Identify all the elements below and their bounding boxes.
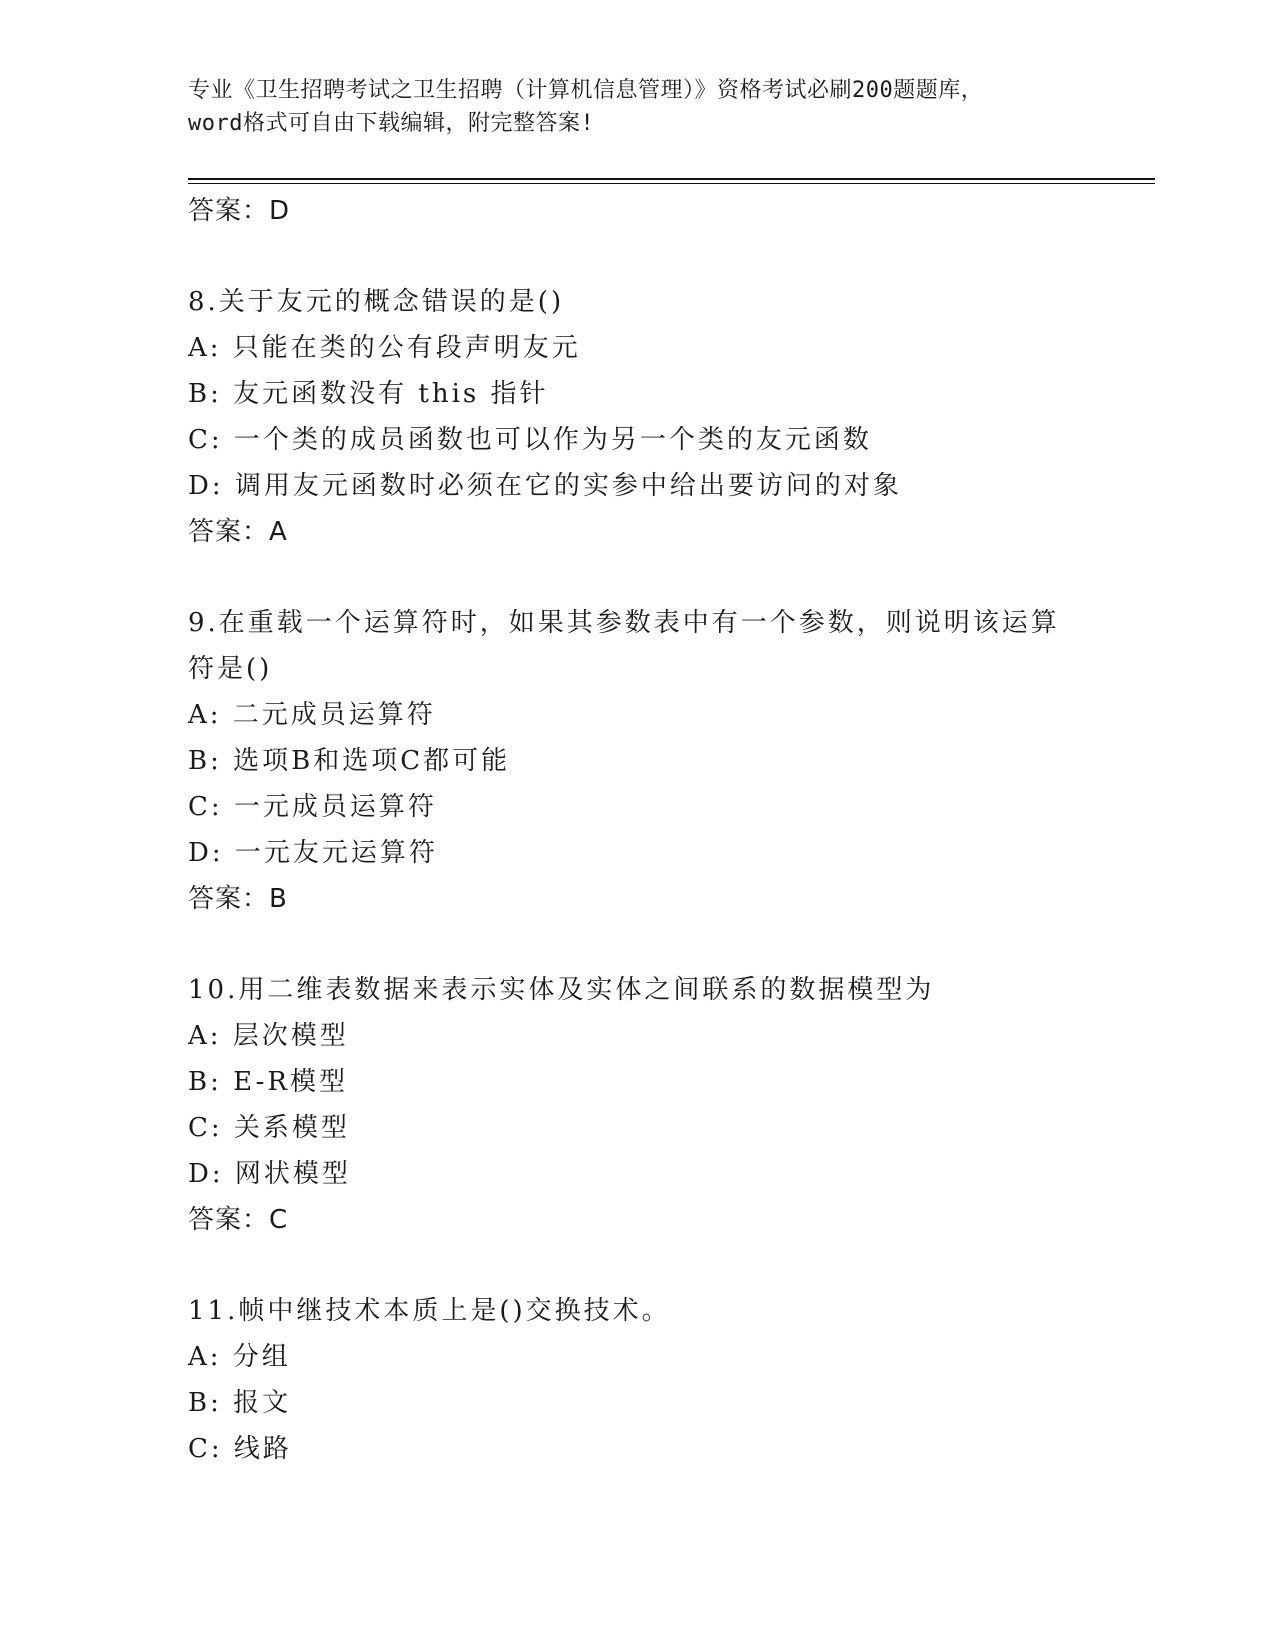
option-a: A: 二元成员运算符 <box>188 700 436 730</box>
question-block <box>188 1288 1088 1472</box>
answer-line: 答案：D <box>188 196 291 226</box>
header-line-1: 专业《卫生招聘考试之卫生招聘（计算机信息管理）》资格考试必刷200题题库， <box>188 78 984 103</box>
document-header <box>188 74 1088 140</box>
question-block <box>188 600 1088 922</box>
option-a: A: 只能在类的公有段声明友元 <box>188 333 581 363</box>
spacer <box>188 922 1088 967</box>
option-c: C: 一元成员运算符 <box>188 792 437 822</box>
option-d: D: 一元友元运算符 <box>188 838 438 868</box>
option-c: C: 一个类的成员函数也可以作为另一个类的友元函数 <box>188 425 872 455</box>
spacer <box>188 1243 1088 1288</box>
option-b: B: E-R模型 <box>188 1067 348 1097</box>
header-divider-thin <box>188 183 1155 184</box>
spacer <box>188 234 1088 279</box>
option-a: A: 分组 <box>188 1342 291 1372</box>
answer-line: 答案：A <box>188 517 288 547</box>
question-list <box>188 188 1088 1472</box>
option-b: B: 选项B和选项C都可能 <box>188 746 511 776</box>
option-c: C: 线路 <box>188 1434 292 1464</box>
option-d: D: 网状模型 <box>188 1159 351 1189</box>
question-block <box>188 279 1088 555</box>
spacer <box>188 555 1088 600</box>
question-stem-continued: 符是() <box>188 654 273 684</box>
question-stem: 8.关于友元的概念错误的是() <box>188 287 565 317</box>
header-divider-thick <box>188 178 1155 180</box>
question-stem: 9.在重载一个运算符时，如果其参数表中有一个参数，则说明该运算 <box>188 608 1060 638</box>
option-b: B: 友元函数没有 this 指针 <box>188 379 549 409</box>
option-c: C: 关系模型 <box>188 1113 350 1143</box>
question-block <box>188 967 1088 1243</box>
option-a: A: 层次模型 <box>188 1021 349 1051</box>
question-stem: 11.帧中继技术本质上是()交换技术。 <box>188 1296 671 1326</box>
option-d: D: 调用友元函数时必须在它的实参中给出要访问的对象 <box>188 471 902 501</box>
question-stem: 10.用二维表数据来表示实体及实体之间联系的数据模型为 <box>188 975 935 1005</box>
header-line-2: word格式可自由下载编辑，附完整答案! <box>188 111 595 136</box>
option-b: B: 报文 <box>188 1388 292 1418</box>
answer-line: 答案：C <box>188 1205 289 1235</box>
answer-line: 答案：B <box>188 884 288 914</box>
